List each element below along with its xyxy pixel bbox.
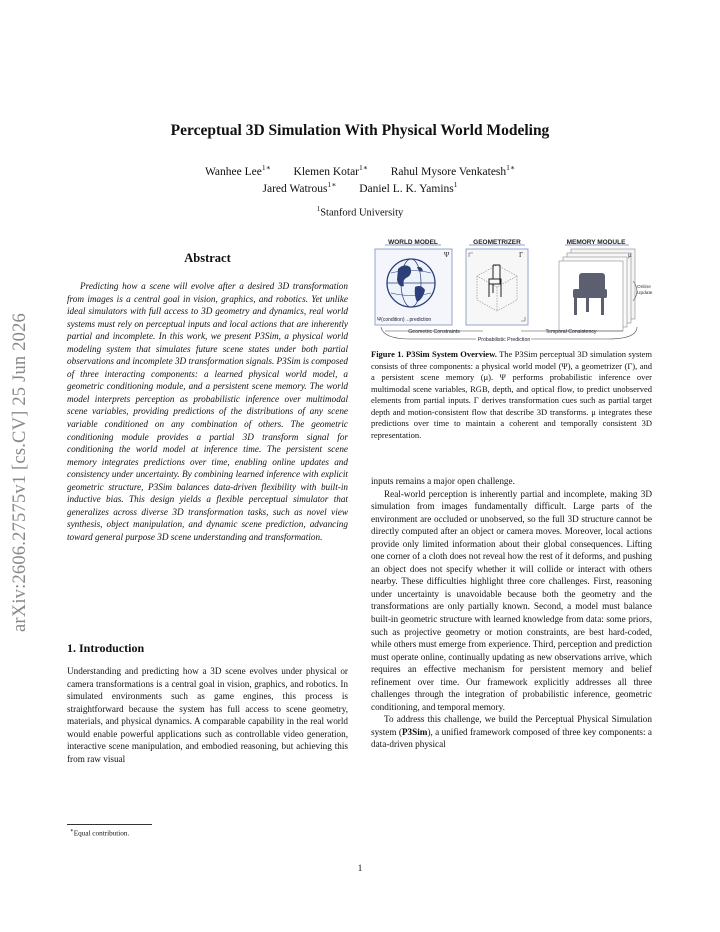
author: Wanhee Lee$^{1∗}$ [204, 163, 271, 178]
temporal-consistency-label: Temporal Consistency [545, 329, 597, 335]
mu-symbol: μ [628, 251, 632, 259]
author: Rahul Mysore Venkatesh$^{1∗}$ [390, 163, 516, 178]
intro-left-column [67, 665, 348, 765]
arxiv-stamp: arXiv:2606.27575v1 [cs.CV] 25 Jun 2026 [10, 313, 30, 632]
intro-heading: 1. Introduction [67, 641, 145, 655]
author: Jared Watrous$^{1∗}$ [262, 180, 337, 195]
paper-title: Perceptual 3D Simulation With Physical World Modeling [170, 122, 550, 139]
geometric-constraints-label: Geometric Constraints [408, 329, 460, 335]
gamma-symbol: Γ [519, 251, 524, 259]
authors-row-1 [0, 163, 720, 178]
online-update-label: Update [637, 291, 653, 296]
intro-paragraph: Real-world perception is inherently partial and incomplete, making 3D simulation from images fundamentally difficult. Large parts of the environment are occluded or unobserved, so the full 3D structure cannot be directly computed after an object or camera moves. Moreover, local actions provide only limited information about their global consequences. Lifting one corner of a cloth does not reveal how the rest of it deforms, and pushing an object does not specify whether it will collide or interact with others nearby. These difficulties highlight three core challenges. First, reasoning under uncertainty is unavoidable because both the geometry and the transformations are only partially known. Second, a model must balance built-in geometric structure with learned knowledge from data: some priors, such as projective geometry or motion constraints, are best hard-coded, while others must emerge from experience. Third, perception and prediction must operate online, continually updating as new observations arrive, which requires an effective mechanism for persistent memory and belief refinement over time. Our framework explicitly addresses all three challenges through the integration of probabilistic inference, geometric conditioning, and temporal memory. [371, 488, 652, 712]
globe-icon [387, 259, 435, 307]
abstract-body [67, 280, 348, 543]
affiliation: $^1$Stanford University [316, 205, 404, 219]
abstract-heading: Abstract [184, 251, 231, 265]
footnote: ∗Equal contribution. [70, 828, 130, 838]
intro-continuation: inputs remains a major open challenge. [371, 476, 515, 486]
intro-paragraph: To address this challenge, we build the Perceptual Physical Simulation system (P3Sim), a unified framework composed of three key components: a data-driven physical [371, 714, 652, 750]
intro-right-column [371, 475, 652, 751]
probabilistic-prediction-label: Probabilistic Prediction [477, 337, 531, 343]
memory-module-label: MEMORY MODULE [566, 239, 626, 246]
figure-1-caption: Figure 1. P3Sim System Overview. The P3Sim perceptual 3D simulation system consists of three components: a physical world model (Ψ), a geometrizer (Γ), and a persistent scene memory (μ). Ψ performs probabilistic inference over multimodal scene variables, RGB, depth, and optical flow, to predict unobserved elements from partial inputs. Γ derives transformation cues such as partial target depth and motion-consistent flow that describe 3D transforms. μ integrates these predictions over time to maintain a coherent and temporally consistent 3D representation. [371, 349, 653, 440]
psi-caption: Ψ(condition)→prediction [377, 317, 432, 323]
footnote-rule [67, 824, 152, 825]
author: Klemen Kotar$^{1∗}$ [293, 163, 368, 178]
psi-symbol: Ψ [444, 251, 450, 259]
author: Daniel L. K. Yamins$^1$ [359, 180, 458, 195]
geometrizer-label: GEOMETRIZER [473, 239, 521, 246]
online-update-label: Online [637, 285, 651, 290]
authors-row-2 [0, 180, 720, 195]
world-model-label: WORLD MODEL [388, 239, 438, 246]
abstract-text: Predicting how a scene will evolve after a desired 3D transformation from images is a central goal in vision, graphics, and robotics. Yet unlike ideal simulators with full access to 3D geometry and dynamics, real world systems must rely on perceptual inputs and local actions that are inherently partial and incomplete. In this work, we present P3Sim, a physical world modeling system that simulates future scene states under both partial observations and incomplete 3D transformation signals. P3Sim is composed of three interacting components: a learned physical world model, a geometric conditioning module, and a persistent scene memory. The world model interprets perception as probabilistic inference over multimodal scene variables, providing predictions of the distributions of any scene variable conditioned on any combination of others. The geometric conditioning module provides a partial 3D transform signal for conditioning the world model at inference time. The persistent scene memory integrates predictions over time, enabling online updates and consistency under uncertainty. By combining learned inference with explicit geometric structure, P3Sim balances data-driven flexibility with built-in inductive bias. This design yields a flexible perceptual simulator that generalizes across diverse 3D transformation tasks, such as novel view synthesis, object manipulation, and dynamic scene prediction, advancing toward general purpose 3D scene understanding and transformation. [67, 281, 348, 542]
page-number: 1 [357, 864, 363, 874]
intro-paragraph: Understanding and predicting how a 3D scene evolves under physical or camera transformations is a central goal in vision, graphics, and robotics. In simulated environments such as game engines, this process is straightforward because the system has full access to scene geometry, materials, and physical dynamics. A comparable capability in the real world would enable powerful applications such as controllable video generation, interactive scene manipulation, and embodied reasoning, but achieving this from raw visual [67, 666, 348, 764]
figure-1-overview [371, 235, 661, 345]
